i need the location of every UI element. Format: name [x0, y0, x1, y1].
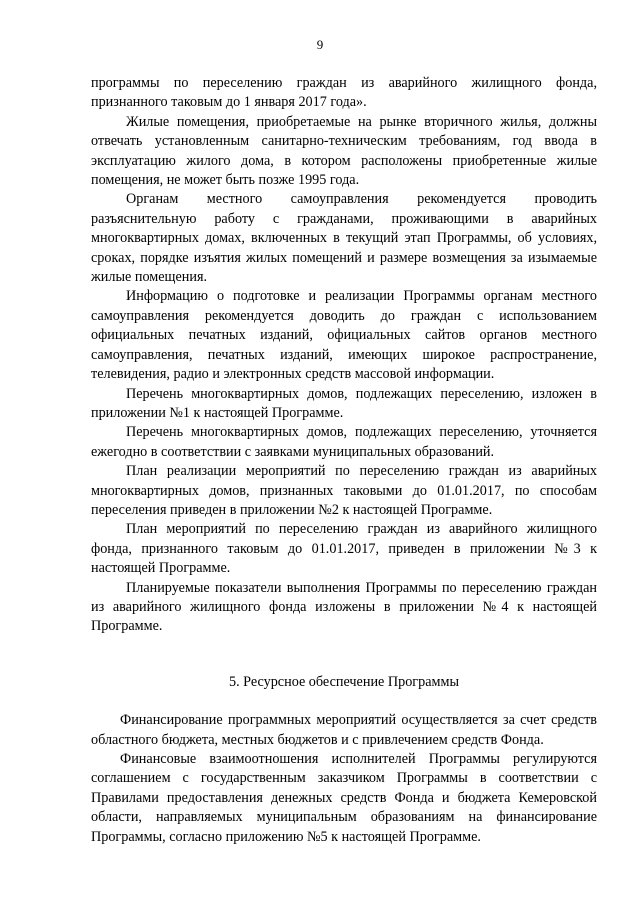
- paragraph-appendix-2: План реализации мероприятий по переселению граждан из аварийных многоквартирных домов, признанных таковыми до 01.01.2017, по способам переселения приведен в приложении №2 к настоящей Программе.: [91, 463, 597, 518]
- paragraph-annual-update: Перечень многоквартирных домов, подлежащих переселению, уточняется ежегодно в соответствии с заявками муниципальных образований.: [91, 424, 597, 460]
- paragraph-financial-relations: Финансовые взаимоотношения исполнителей Программы регулируются соглашением с государственным заказчиком Программы в соответствии с Правилами предоставления денежных средств Фонда и бюджета Кемеровской области, направляемых муниципальным образованиям на финансирование Программы, согласно приложению №5 к настоящей Программе.: [91, 751, 597, 845]
- paragraph-housing-requirements: Жилые помещения, приобретаемые на рынке вторичного жилья, должны отвечать установленным санитарно-техническим требованиям, год ввода в эксплуатацию жилого дома, в котором расположены приобретенные жилые помещения, не может быть позже 1995 года.: [91, 113, 597, 189]
- paragraph-appendix-1: Перечень многоквартирных домов, подлежащих переселению, изложен в приложении №1 к настоящей Программе.: [91, 385, 597, 421]
- paragraph-information-distribution: Информацию о подготовке и реализации Программы органам местного самоуправления рекомендуется доводить до граждан с использованием официальных печатных изданий, официальных сайтов органов местного самоуправления, печатных изданий, имеющих широкое распространение, телевидения, радио и электронных средств массовой информации.: [91, 288, 597, 383]
- paragraph-continuation: программы по переселению граждан из аварийного жилищного фонда, признанного таковым до 1 января 2017 года».: [91, 75, 597, 111]
- page-number: 9: [316, 37, 324, 52]
- paragraph-explanatory-work: Органам местного самоуправления рекомендуется проводить разъяснительную работу с гражданами, проживающими в аварийных многоквартирных домах, включенных в текущий этап Программы, об условиях, сроках, порядке изъятия жилых помещений и размере возмещения за изымаемые жилые помещения.: [91, 191, 597, 286]
- document-body: [91, 74, 597, 847]
- paragraph-financing: Финансирование программных мероприятий осуществляется за счет средств областного бюджета, местных бюджетов и с привлечением средств Фонда.: [91, 712, 597, 748]
- paragraph-appendix-3: План мероприятий по переселению граждан из аварийного жилищного фонда, признанного таковым до 01.01.2017, приведен в приложении №3 к настоящей Программе.: [91, 521, 597, 577]
- section-heading: 5. Ресурсное обеспечение Программы: [228, 673, 460, 690]
- paragraph-appendix-4: Планируемые показатели выполнения Программы по переселению граждан из аварийного жилищного фонда изложены в приложении №4 к настоящей Программе.: [91, 579, 597, 635]
